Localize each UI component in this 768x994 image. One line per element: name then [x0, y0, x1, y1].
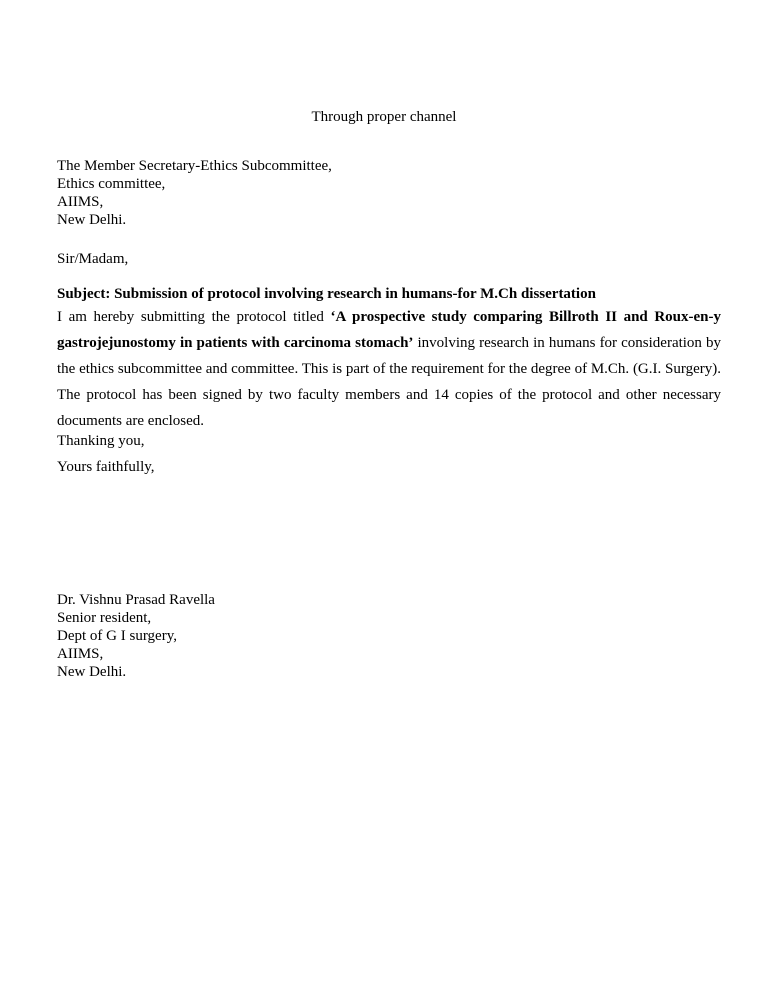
signature-line: Senior resident,	[57, 610, 152, 626]
signature-line: Dr. Vishnu Prasad Ravella	[57, 592, 215, 608]
through-proper-channel: Through proper channel	[311, 109, 457, 125]
recipient-line: Ethics committee,	[57, 176, 166, 192]
signature-block	[57, 591, 721, 681]
letter-body	[57, 304, 721, 434]
signature-line: AIIMS,	[57, 646, 104, 662]
subject-line: Subject: Submission of protocol involving research in humans-for M.Ch dissertation	[57, 286, 596, 302]
protocol-title: ‘A prospective study comparing Billroth II and Roux-en-y gastrojejunostomy in patients with carcinoma stomach’	[57, 309, 721, 351]
body-rest: involving research in humans for consideration by the ethics subcommittee and committee. This is part of the requirement for the degree of M.Ch. (G.I. Surgery). The protocol has been signed by two faculty members and 14 copies of the protocol and other necessary documents are enclosed.	[57, 335, 722, 429]
recipient-line: The Member Secretary-Ethics Subcommittee,	[57, 158, 332, 174]
recipient-line: AIIMS,	[57, 194, 104, 210]
recipient-address	[57, 157, 721, 229]
signature-line: New Delhi.	[57, 664, 127, 680]
signature-line: Dept of G I surgery,	[57, 628, 177, 644]
body-intro: I am hereby submitting the protocol titled	[57, 309, 331, 325]
closing	[57, 428, 721, 480]
thanking-line: Thanking you,	[57, 433, 145, 449]
recipient-line: New Delhi.	[57, 212, 127, 228]
salutation: Sir/Madam,	[57, 251, 129, 267]
yours-faithfully: Yours faithfully,	[57, 459, 155, 475]
